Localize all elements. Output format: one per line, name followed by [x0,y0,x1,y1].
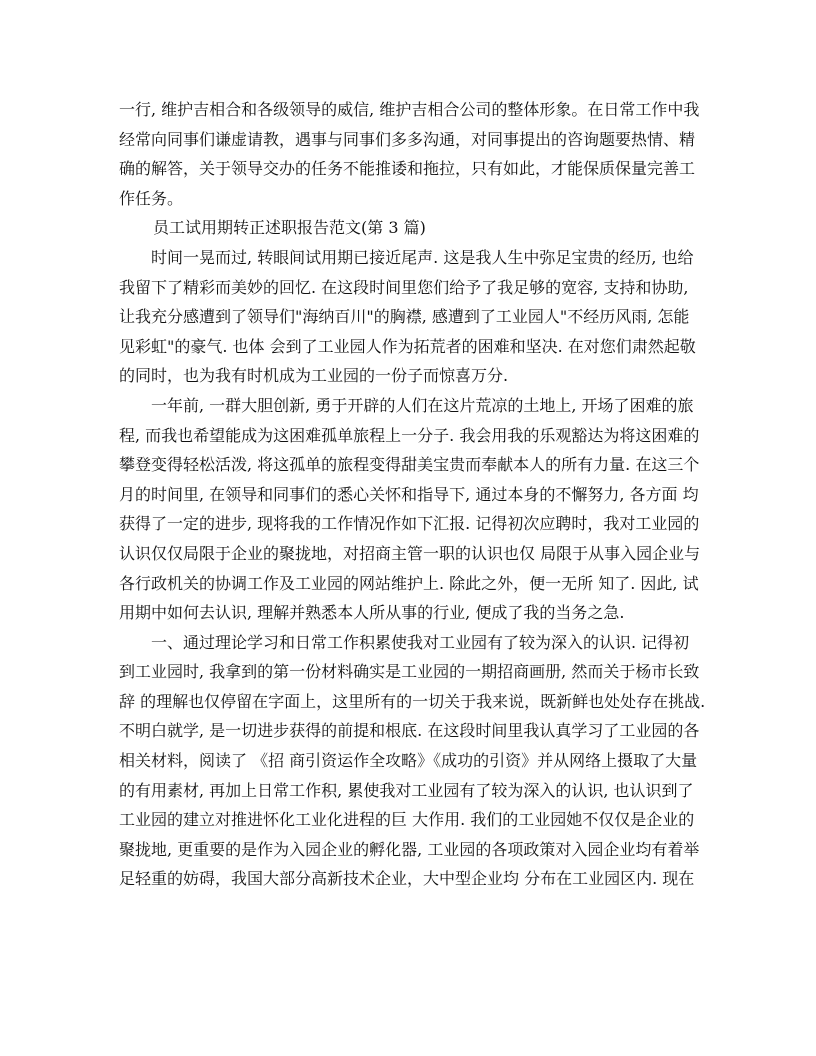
text-line: 不明白就学, 是一切进步获得的前提和根底. 在这段时间里我认真学习了工业园的各 [119,721,700,741]
text-line: 时间一晃而过, 转眼间试用期已接近尾声. 这是我人生中弥足宝贵的经历, 也给 [151,247,694,267]
text-line: 辞 的理解也仅停留在字面上，这里所有的一切关于我来说，既新鲜也处处存在挑战. [119,691,706,711]
text-line: 经常向同事们谦虚请教，遇事与同事们多多沟通，对同事提出的咨询题要热情、精 [119,129,696,149]
text-line: 一、通过理论学习和日常工作积累使我对工业园有了较为深入的认识. 记得初 [151,632,690,652]
text-line: 我留下了精彩而美妙的回忆. 在这段时间里您们给予了我足够的宽容, 支持和协助, [119,277,689,297]
text-line: 工业园的建立对推进怀化工业化进程的巨 大作用. 我们的工业园她不仅仅是企业的 [119,810,695,830]
text-line: 聚拢地, 更重要的是作为入园企业的孵化器, 工业园的各项政策对入园企业均有着举 [119,839,700,859]
text-line: 一行, 维护吉相合和各级领导的威信, 维护吉相合公司的整体形象。在日常工作中我 [119,100,700,119]
text-line: 让我充分感遭到了领导们"海纳百川"的胸襟, 感遭到了工业园人"不经历风雨, 怎能 [119,307,690,327]
text-line: 的同时，也为我有时机成为工业园的一份子而惊喜万分. [119,366,509,386]
text-line: 认识仅仅局限于企业的聚拢地，对招商主管一职的认识也仅 局限于从事入园企业与 [119,543,701,563]
text-line: 一年前, 一群大胆创新, 勇于开辟的人们在这片荒凉的土地上, 开场了困难的旅 [151,395,694,415]
text-line: 作任务。 [119,188,184,208]
text-line: 获得了一定的进步, 现将我的工作情况作如下汇报. 记得初次应聘时，我对工业园的 [119,514,700,534]
document-body [119,95,709,894]
text-line: 月的时间里, 在领导和同事们的悉心关怀和指导下, 通过本身的不懈努力, 各方面 均 [119,484,699,504]
text-line: 各行政机关的协调工作及工业园的网站维护上. 除此之外，便一无所 知了. 因此, 试 [119,573,699,593]
text-line: 程, 而我也希望能成为这困难孤单旅程上一分子. 我会用我的乐观豁达为将这困难的 [119,425,700,445]
text-line: 相关材料，阅读了 《招 商引资运作全攻略》《成功的引资》并从网络上摄取了大量 [119,751,698,771]
text-line: 用期中如何去认识, 理解并熟悉本人所从事的行业, 便成了我的当务之急. [119,603,625,623]
text-line: 足轻重的妨碍，我国大部分高新技术企业，大中型企业均 分布在工业园区内. 现在 [119,869,695,889]
section-heading: 员工试用期转正述职报告范文(第 3 篇) [153,218,426,238]
text-line: 确的解答，关于领导交办的任务不能推诿和拖拉，只有如此，才能保质保量完善工 [119,159,696,179]
text-line: 的有用素材, 再加上日常工作积, 累使我对工业园有了较为深入的认识, 也认识到了 [119,780,694,800]
text-line: 到工业园时, 我拿到的第一份材料确实是工业园的一期招商画册, 然而关于杨市长致 [119,662,700,682]
text-line: 见彩虹"的豪气. 也体 会到了工业园人作为拓荒者的困难和坚决. 在对您们肃然起敬 [119,336,696,356]
text-line: 攀登变得轻松活泼, 将这孤单的旅程变得甜美宝贵而奉献本人的所有力量. 在这三个 [119,455,700,475]
